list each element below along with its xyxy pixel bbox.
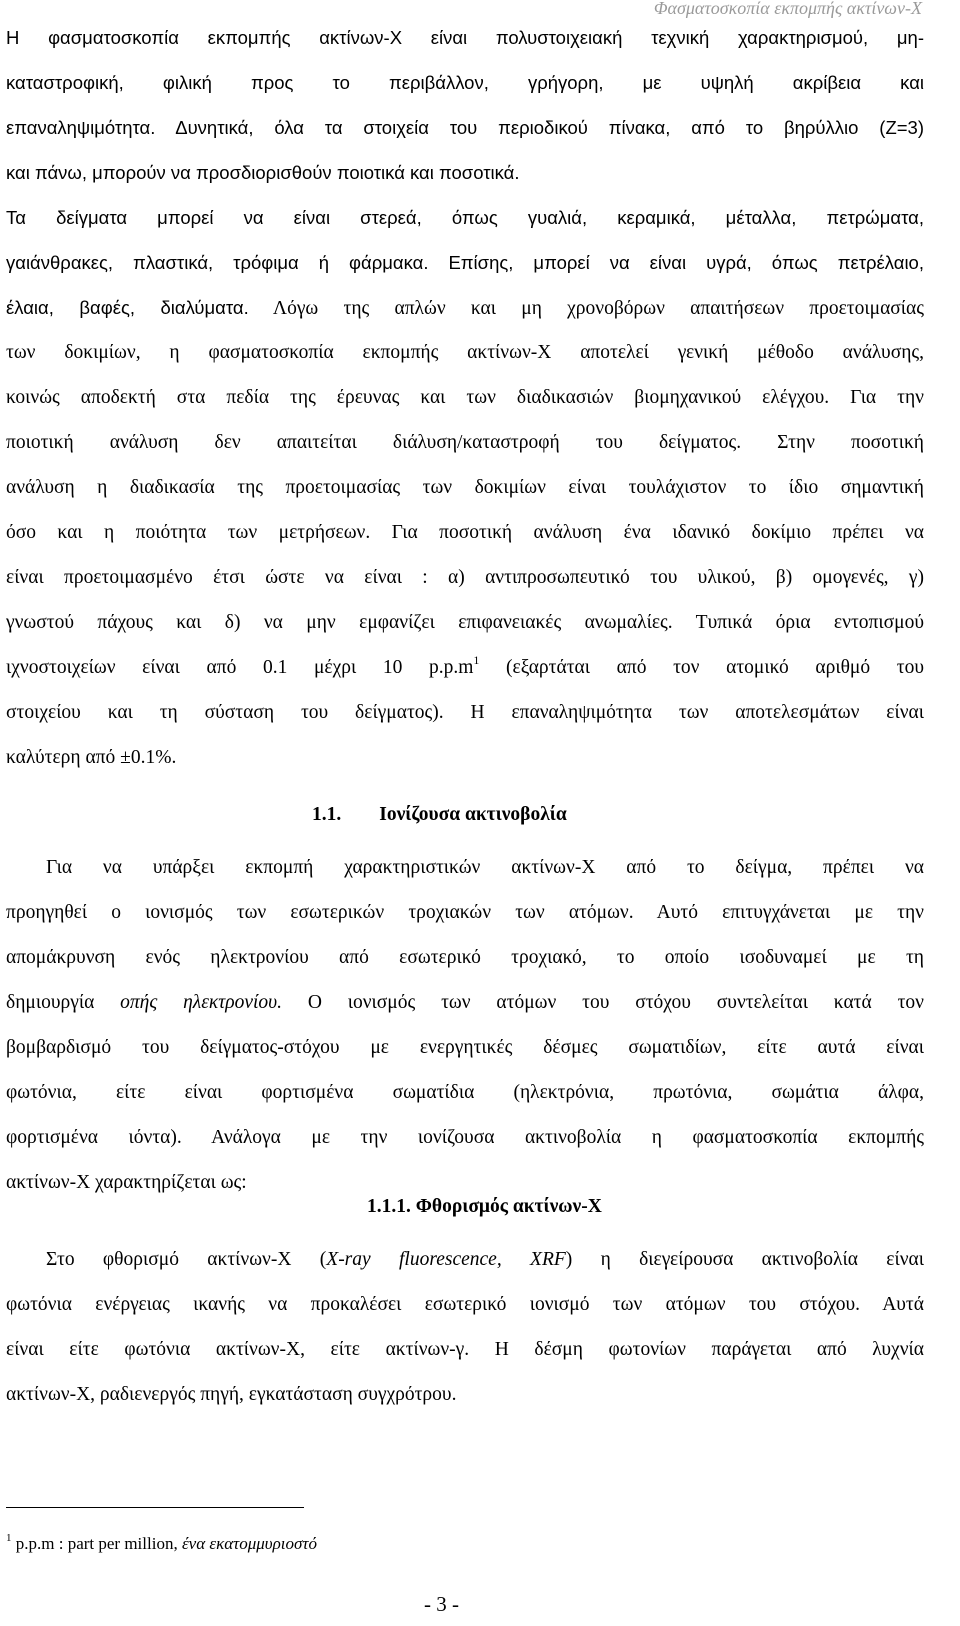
text-line: [6, 1237, 924, 1282]
footnote-text: p.p.m : part per million,: [11, 1534, 182, 1553]
text-line: ακτίνων-Χ, ραδιενεργός πηγή, εγκατάσταση συγχρότρου.: [6, 1384, 457, 1405]
text-line: Τα δείγματα μπορεί να είναι στερεά, όπως γυαλιά, κεραμικά, μέταλλα, πετρώματα,: [6, 207, 924, 228]
running-header: Φασματοσκοπία εκπομπής ακτίνων-Χ: [653, 0, 922, 18]
footnote: [6, 1532, 317, 1556]
text-span: Στο φθορισμό ακτίνων-Χ (: [46, 1249, 327, 1270]
text-line: είναι είτε φωτόνια ακτίνων-Χ, είτε ακτίνων-γ. Η δέσμη φωτονίων παράγεται από λυχνία: [6, 1339, 924, 1360]
paragraph-samples: [6, 195, 924, 780]
text-span: ) η διεγείρουσα ακτινοβολία είναι: [565, 1249, 924, 1270]
text-line: είναι προετοιμασμένο έτσι ώστε να είναι : α) αντιπροσωπευτικό του υλικού, β) ομογενές, γ): [6, 567, 924, 588]
text-line: βομβαρδισμό του δείγματος-στόχου με ενεργητικές δέσμες σωματιδίων, είτε αυτά είναι: [6, 1037, 924, 1058]
footnote-reference: 1: [473, 652, 480, 667]
footnote-marker: 1: [6, 1532, 12, 1545]
paragraph-intro: [6, 15, 924, 195]
text-line: ποιοτική ανάλυση δεν απαιτείται διάλυση/καταστροφή του δείγματος. Στην ποσοτική: [6, 432, 924, 453]
footnote-italic: ένα εκατομμυριοστό: [181, 1534, 317, 1553]
text-line: ανάλυση η διαδικασία της προετοιμασίας των δοκιμίων είναι τουλάχιστον το ίδιο σημαντική: [6, 477, 924, 498]
text-span: έλαια, βαφές, διαλύματα.: [6, 297, 249, 318]
text-line: φωτόνια ενέργειας ικανής να προκαλέσει εσωτερικό ιονισμό των ατόμων του στόχου. Αυτά: [6, 1294, 924, 1315]
subsection-heading: 1.1.1. Φθορισμός ακτίνων-Χ: [367, 1196, 602, 1217]
text-span: (εξαρτάται από τον ατομικό αριθμό του: [479, 657, 924, 678]
text-line: όσο και η ποιότητα των μετρήσεων. Για ποσοτική ανάλυση ένα ιδανικό δοκίμιο πρέπει να: [6, 522, 924, 543]
section-title: Ιονίζουσα ακτινοβολία: [379, 804, 567, 825]
text-line: φορτισμένα ιόντα). Ανάλογα με την ιονίζουσα ακτινοβολία η φασματοσκοπία εκπομπής: [6, 1127, 924, 1148]
text-line: Η φασματοσκοπία εκπομπής ακτίνων-Χ είναι πολυστοιχειακή τεχνική χαρακτηρισμού, μη-: [6, 27, 924, 48]
text-line: γνωστού πάχους και δ) να μην εμφανίζει επιφανειακές ανωμαλίες. Τυπικά όρια εντοπισμού: [6, 612, 924, 633]
text-line: ακτίνων-Χ χαρακτηρίζεται ως:: [6, 1172, 247, 1193]
text-line: προηγηθεί ο ιονισμός των εσωτερικών τροχιακών των ατόμων. Αυτό επιτυγχάνεται με την: [6, 902, 924, 923]
section-heading: [312, 800, 567, 830]
footnote-separator: [6, 1507, 304, 1508]
text-line: επαναληψιμότητα. Δυνητικά, όλα τα στοιχεία του περιοδικού πίνακα, από το βηρύλλιο (Ζ=3): [6, 117, 924, 138]
text-line: καλύτερη από ±0.1%.: [6, 747, 177, 768]
text-line: απομάκρυνση ενός ηλεκτρονίου από εσωτερικό τροχιακό, το οποίο ισοδυναμεί με τη: [6, 947, 924, 968]
text-line: [6, 980, 924, 1025]
italic-term: X-ray fluorescence, XRF: [326, 1249, 566, 1270]
text-span: δημιουργία: [6, 992, 121, 1013]
italic-term: οπής ηλεκτρονίου.: [120, 992, 282, 1013]
text-line: Για να υπάρξει εκπομπή χαρακτηριστικών ακτίνων-Χ από το δείγμα, πρέπει να: [46, 857, 924, 878]
section-number: 1.1.: [312, 804, 342, 825]
text-line: στοιχείου και τη σύσταση του δείγματος). Η επαναληψιμότητα των αποτελεσμάτων είναι: [6, 702, 924, 723]
paragraph-ionization: [6, 845, 924, 1205]
text-line: των δοκιμίων, η φασματοσκοπία εκπομπής ακτίνων-Χ αποτελεί γενική μέθοδο ανάλυσης,: [6, 342, 924, 363]
text-line: φωτόνια, είτε είναι φορτισμένα σωματίδια (ηλεκτρόνια, πρωτόνια, σωμάτια άλφα,: [6, 1082, 924, 1103]
text-span: Λόγω της απλών και μη χρονοβόρων απαιτήσεων προετοιμασίας: [248, 298, 924, 319]
text-span: Ο ιονισμός των ατόμων του στόχου συντελείται κατά τον: [281, 992, 924, 1013]
page-number: - 3 -: [424, 1592, 459, 1616]
paragraph-xrf: [6, 1237, 924, 1417]
text-line: καταστροφική, φιλική προς το περιβάλλον, γρήγορη, με υψηλή ακρίβεια και: [6, 72, 924, 93]
text-span: ιχνοστοιχείων είναι από 0.1 μέχρι 10 p.p.m: [6, 657, 474, 678]
text-line: [6, 285, 924, 330]
text-line: και πάνω, μπορούν να προσδιορισθούν ποιοτικά και ποσοτικά.: [6, 162, 520, 183]
text-line: [6, 645, 924, 690]
text-line: γαιάνθρακες, πλαστικά, τρόφιμα ή φάρμακα. Επίσης, μπορεί να είναι υγρά, όπως πετρέλαιο,: [6, 252, 924, 273]
text-line: κοινώς αποδεκτή στα πεδία της έρευνας και των διαδικασιών βιομηχανικού ελέγχου. Για την: [6, 387, 924, 408]
